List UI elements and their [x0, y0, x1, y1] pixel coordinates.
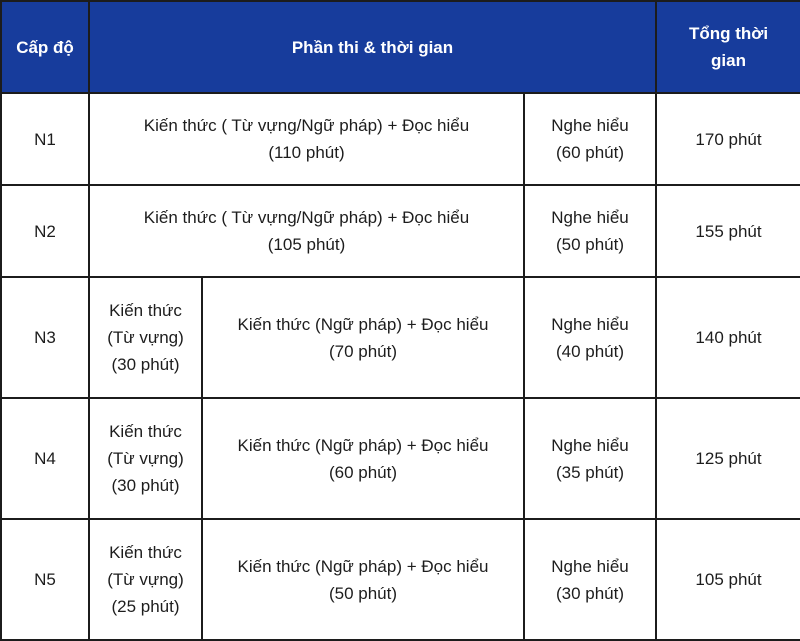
table-row	[1, 519, 800, 640]
knowledge-cell: Kiến thức ( Từ vựng/Ngữ pháp) + Đọc hiểu (110 phút)	[89, 93, 524, 185]
total-cell: 140 phút	[656, 277, 800, 398]
listening-cell: Nghe hiểu (50 phút)	[524, 185, 656, 277]
level-cell: N5	[1, 519, 89, 640]
table-row	[1, 185, 800, 277]
level-cell: N3	[1, 277, 89, 398]
level-cell: N1	[1, 93, 89, 185]
listening-cell: Nghe hiểu (60 phút)	[524, 93, 656, 185]
total-cell: 125 phút	[656, 398, 800, 519]
total-cell: 105 phút	[656, 519, 800, 640]
table-row	[1, 277, 800, 398]
level-cell: N4	[1, 398, 89, 519]
listening-cell: Nghe hiểu (40 phút)	[524, 277, 656, 398]
vocab-cell: Kiến thức (Từ vựng) (30 phút)	[89, 277, 202, 398]
header-level: Cấp độ	[1, 1, 89, 93]
listening-cell: Nghe hiểu (30 phút)	[524, 519, 656, 640]
table-header-row	[1, 1, 800, 93]
header-sections: Phần thi & thời gian	[89, 1, 656, 93]
level-cell: N2	[1, 185, 89, 277]
knowledge-cell: Kiến thức ( Từ vựng/Ngữ pháp) + Đọc hiểu (105 phút)	[89, 185, 524, 277]
grammar-reading-cell: Kiến thức (Ngữ pháp) + Đọc hiểu (60 phút)	[202, 398, 524, 519]
table-row	[1, 398, 800, 519]
vocab-cell: Kiến thức (Từ vựng) (30 phút)	[89, 398, 202, 519]
table-row	[1, 93, 800, 185]
total-cell: 170 phút	[656, 93, 800, 185]
total-cell: 155 phút	[656, 185, 800, 277]
grammar-reading-cell: Kiến thức (Ngữ pháp) + Đọc hiểu (50 phút)	[202, 519, 524, 640]
header-total: Tổng thời gian	[656, 1, 800, 93]
listening-cell: Nghe hiểu (35 phút)	[524, 398, 656, 519]
grammar-reading-cell: Kiến thức (Ngữ pháp) + Đọc hiểu (70 phút)	[202, 277, 524, 398]
vocab-cell: Kiến thức (Từ vựng) (25 phút)	[89, 519, 202, 640]
